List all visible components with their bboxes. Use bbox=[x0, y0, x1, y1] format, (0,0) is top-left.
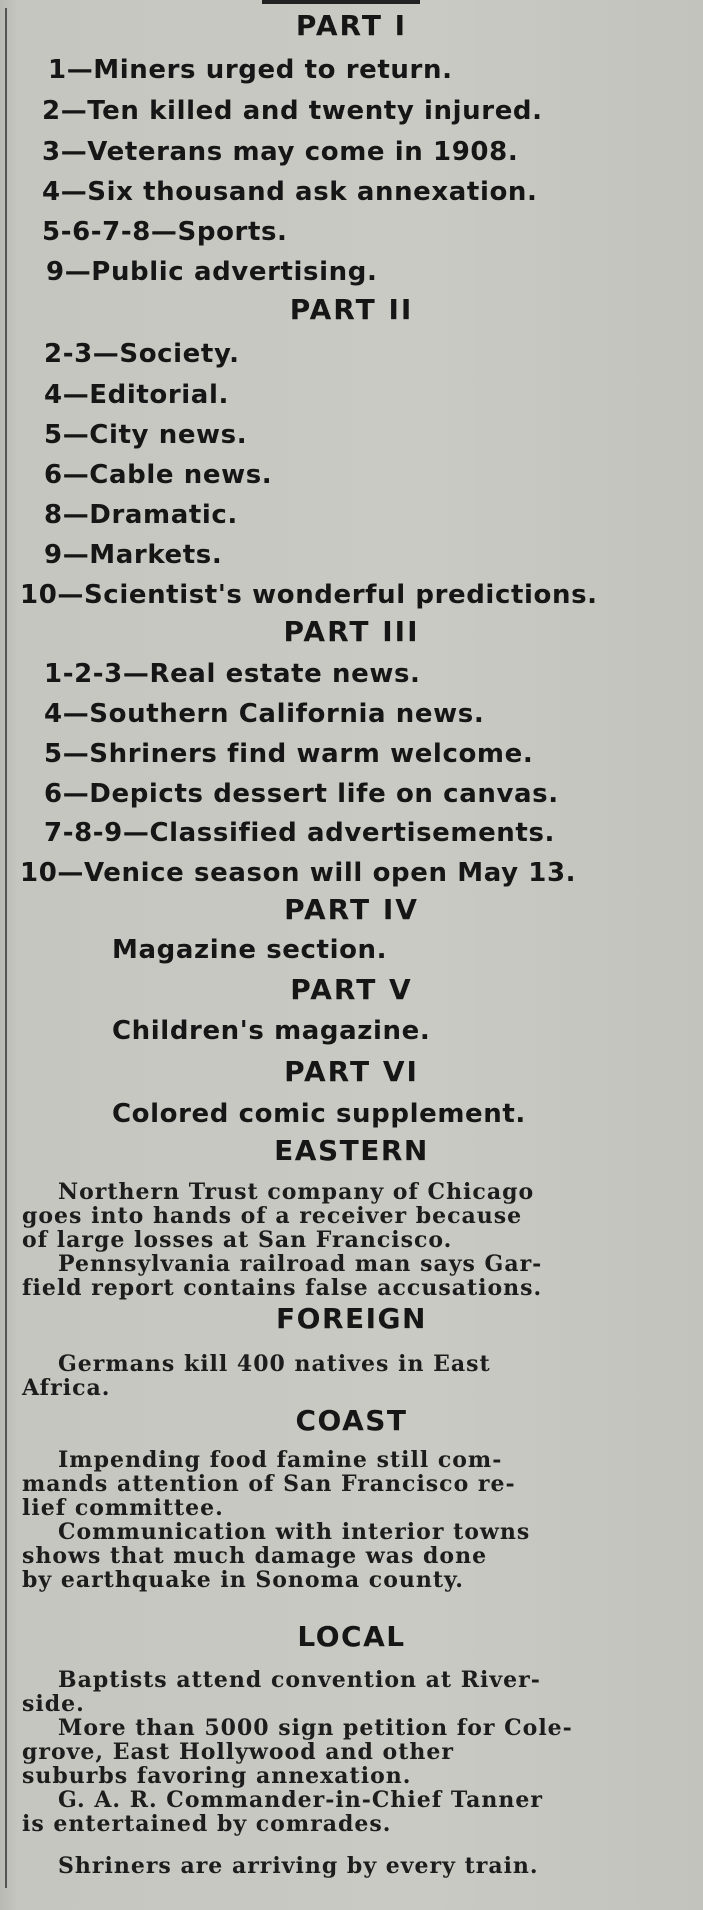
part-1-item: 5-6-7-8—Sports. bbox=[42, 217, 288, 247]
part-3-heading: PART III bbox=[283, 615, 420, 648]
local-line: G. A. R. Commander-in-Chief Tanner bbox=[58, 1787, 543, 1813]
part-2-item: 8—Dramatic. bbox=[44, 500, 238, 530]
local-heading: LOCAL bbox=[297, 1620, 406, 1653]
coast-line: by earthquake in Sonoma county. bbox=[22, 1567, 464, 1593]
local-line: is entertained by comrades. bbox=[22, 1811, 392, 1837]
local-line: Shriners are arriving by every train. bbox=[58, 1853, 539, 1879]
coast-heading: COAST bbox=[295, 1404, 408, 1437]
local-line: Baptists attend convention at River- bbox=[58, 1667, 541, 1693]
coast-line: shows that much damage was done bbox=[22, 1543, 488, 1569]
part-2-item: 2-3—Society. bbox=[44, 339, 240, 369]
part-3-item: 5—Shriners find warm welcome. bbox=[44, 739, 534, 769]
part-3-item: 10—Venice season will open May 13. bbox=[20, 858, 577, 888]
foreign-line: Germans kill 400 natives in East bbox=[58, 1351, 491, 1377]
part-2-item: 9—Markets. bbox=[44, 540, 223, 570]
part-6-item: Colored comic supplement. bbox=[112, 1099, 526, 1129]
local-line: suburbs favoring annexation. bbox=[22, 1763, 412, 1789]
coast-line: lief committee. bbox=[22, 1495, 224, 1521]
part-1-item: 1—Miners urged to return. bbox=[48, 55, 453, 85]
part-3-item: 4—Southern California news. bbox=[44, 699, 485, 729]
part-4-item: Magazine section. bbox=[112, 935, 388, 965]
top-rule bbox=[262, 0, 420, 4]
part-2-item: 4—Editorial. bbox=[44, 380, 229, 410]
local-line: More than 5000 sign petition for Cole- bbox=[58, 1715, 573, 1741]
part-1-item: 3—Veterans may come in 1908. bbox=[42, 137, 519, 167]
foreign-heading: FOREIGN bbox=[276, 1302, 427, 1335]
part-2-item: 10—Scientist's wonderful predictions. bbox=[20, 580, 598, 610]
column-rule bbox=[5, 8, 7, 1888]
part-3-item: 1-2-3—Real estate news. bbox=[44, 659, 421, 689]
part-1-item: 9—Public advertising. bbox=[46, 257, 378, 287]
eastern-line: of large losses at San Francisco. bbox=[22, 1227, 453, 1253]
foreign-line: Africa. bbox=[22, 1375, 111, 1401]
part-1-item: 2—Ten killed and twenty injured. bbox=[42, 96, 543, 126]
part-2-item: 6—Cable news. bbox=[44, 460, 273, 490]
part-2-item: 5—City news. bbox=[44, 420, 248, 450]
part-2-heading: PART II bbox=[289, 293, 414, 326]
local-line: side. bbox=[22, 1691, 85, 1717]
part-1-item: 4—Six thousand ask annexation. bbox=[42, 177, 538, 207]
part-1-heading: PART I bbox=[295, 9, 408, 42]
part-3-item: 6—Depicts dessert life on canvas. bbox=[44, 779, 559, 809]
part-5-item: Children's magazine. bbox=[112, 1016, 431, 1046]
part-4-heading: PART IV bbox=[284, 893, 419, 926]
part-3-item: 7-8-9—Classified advertisements. bbox=[44, 818, 556, 848]
eastern-heading: EASTERN bbox=[274, 1134, 429, 1167]
eastern-line: Northern Trust company of Chicago bbox=[58, 1179, 535, 1205]
coast-line: mands attention of San Francisco re- bbox=[22, 1471, 516, 1497]
eastern-line: goes into hands of a receiver because bbox=[22, 1203, 523, 1229]
eastern-line: field report contains false accusations. bbox=[22, 1275, 543, 1301]
eastern-line: Pennsylvania railroad man says Gar- bbox=[58, 1251, 543, 1277]
coast-line: Communication with interior towns bbox=[58, 1519, 531, 1545]
local-line: grove, East Hollywood and other bbox=[22, 1739, 454, 1765]
part-6-heading: PART VI bbox=[284, 1055, 419, 1088]
part-5-heading: PART V bbox=[290, 973, 413, 1006]
coast-line: Impending food famine still com- bbox=[58, 1447, 503, 1473]
